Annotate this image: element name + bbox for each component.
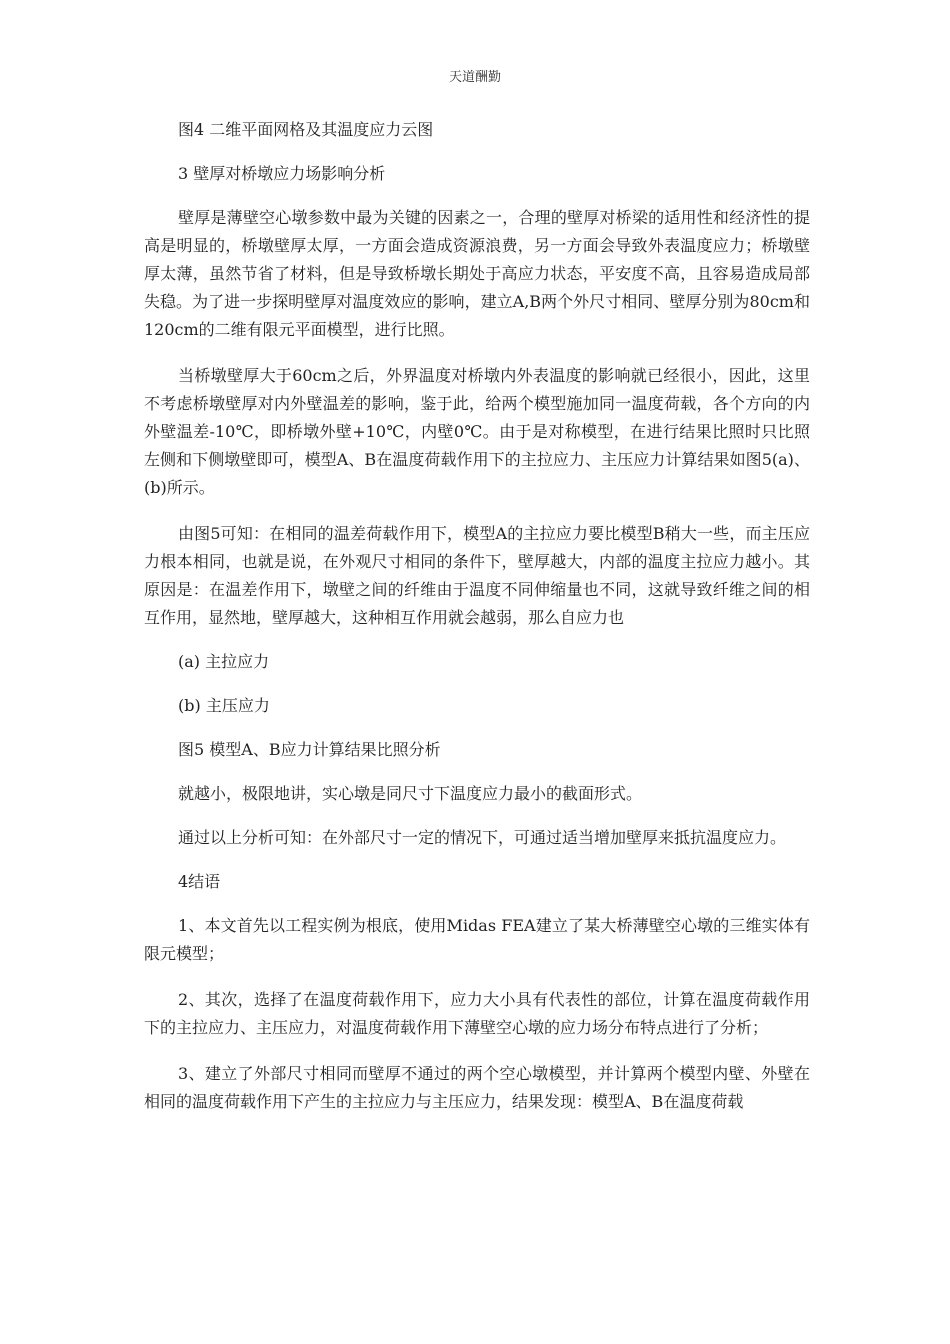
paragraph-temperature-load: 当桥墩壁厚大于60cm之后，外界温度对桥墩内外表温度的影响就已经很小，因此，这里不考虑桥墩壁厚对内外壁温差的影响，鉴于此，给两个模型施加同一温度荷载，各个方向的内外壁温差-10℃，即桥墩外壁+10℃，内壁0℃。由于是对称模型，在进行结果比照时只比照左侧和下侧墩壁即可，模型A、B在温度荷载作用下的主拉应力、主压应力计算结果如图5(a)、(b)所示。 xyxy=(144,366,810,497)
paragraph-summary: 通过以上分析可知：在外部尺寸一定的情况下，可通过适当增加壁厚来抵抗温度应力。 xyxy=(178,828,787,847)
figure-caption-4: 图4 二维平面网格及其温度应力云图 xyxy=(178,120,434,139)
document-body xyxy=(144,116,810,1116)
conclusion-item-1: 1、本文首先以工程实例为根底，使用Midas FEA建立了某大桥薄壁空心墩的三维实体有限元模型； xyxy=(144,916,810,963)
page-header: 天道酬勤 xyxy=(448,70,501,85)
conclusion-item-3: 3、建立了外部尺寸相同而壁厚不通过的两个空心墩模型，并计算两个模型内壁、外壁在相同的温度荷载作用下产生的主拉应力与主压应力，结果发现：模型A、B在温度荷载 xyxy=(144,1064,810,1111)
conclusion-item-2: 2、其次，选择了在温度荷载作用下，应力大小具有代表性的部位，计算在温度荷载作用下的主拉应力、主压应力，对温度荷载作用下薄壁空心墩的应力场分布特点进行了分析； xyxy=(144,990,810,1037)
paragraph-wall-thickness: 壁厚是薄壁空心墩参数中最为关键的因素之一，合理的壁厚对桥梁的适用性和经济性的提高是明显的，桥墩壁厚太厚，一方面会造成资源浪费，另一方面会导致外表温度应力；桥墩壁厚太薄，虽然节省了材料，但是导致桥墩长期处于高应力状态，平安度不高，且容易造成局部失稳。为了进一步探明壁厚对温度效应的影响，建立A,B两个外尺寸相同、壁厚分别为80cm和120cm的二维有限元平面模型，进行比照。 xyxy=(144,208,810,339)
section-heading-3: 3 壁厚对桥墩应力场影响分析 xyxy=(178,164,386,183)
paragraph-continuation: 就越小，极限地讲，实心墩是同尺寸下温度应力最小的截面形式。 xyxy=(178,784,643,803)
subfigure-label-a: (a) 主拉应力 xyxy=(178,652,270,671)
section-heading-4: 4结语 xyxy=(178,872,221,891)
figure-caption-5: 图5 模型A、B应力计算结果比照分析 xyxy=(178,740,441,759)
subfigure-label-b: (b) 主压应力 xyxy=(178,696,270,715)
paragraph-figure5-analysis: 由图5可知：在相同的温差荷载作用下，模型A的主拉应力要比模型B稍大一些，而主压应力根本相同，也就是说，在外观尺寸相同的条件下，壁厚越大，内部的温度主拉应力越小。其原因是：在温差作用下，墩壁之间的纤维由于温度不同伸缩量也不同，这就导致纤维之间的相互作用，显然地，壁厚越大，这种相互作用就会越弱，那么自应力也 xyxy=(144,524,810,627)
